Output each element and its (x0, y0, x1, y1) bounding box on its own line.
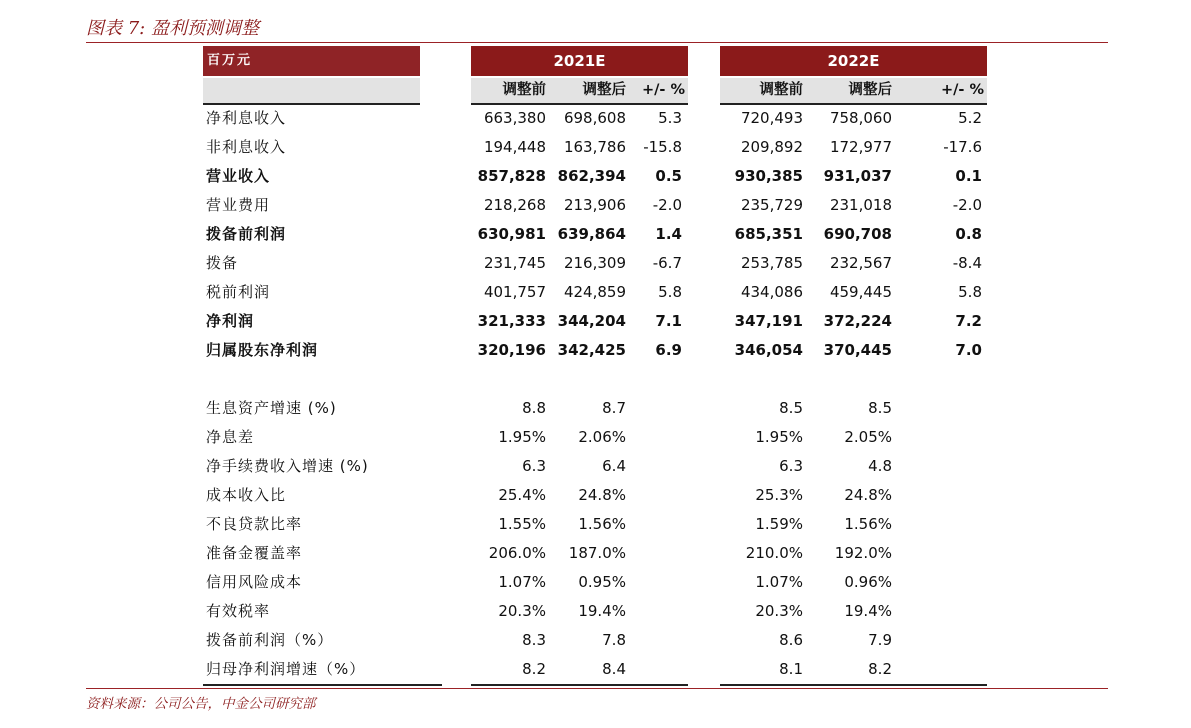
cell-after-2022: 4.8 (868, 457, 892, 475)
cell-before-2022: 1.59% (755, 515, 803, 533)
row-label: 非利息收入 (206, 138, 287, 156)
cell-before-2022: 434,086 (740, 283, 803, 301)
cell-before-2022: 6.3 (779, 457, 803, 475)
cell-before-2022: 1.95% (755, 428, 803, 446)
cell-before-2022: 20.3% (755, 602, 803, 620)
cell-after-2021: 1.56% (578, 515, 626, 533)
cell-after-2022: 24.8% (844, 486, 892, 504)
table-row (0, 539, 1191, 568)
cell-after-2022: 8.5 (868, 399, 892, 417)
cell-after-2022: 758,060 (829, 109, 892, 127)
row-label: 营业收入 (206, 167, 271, 185)
cell-change-2022: 0.8 (955, 225, 982, 243)
cell-before-2021: 663,380 (483, 109, 546, 127)
cell-before-2021: 218,268 (483, 196, 546, 214)
row-label: 生息资产增速 (%) (206, 399, 337, 417)
cell-change-2021: 1.4 (655, 225, 682, 243)
table-row (0, 278, 1191, 307)
row-label: 拨备 (206, 254, 239, 272)
cell-change-2022: -2.0 (952, 196, 982, 214)
subheader-blank (203, 78, 420, 103)
cell-after-2021: 8.4 (602, 660, 626, 678)
cell-before-2022: 8.1 (779, 660, 803, 678)
year-label-2022: 2022E (827, 52, 880, 70)
cell-before-2022: 8.5 (779, 399, 803, 417)
cell-after-2022: 232,567 (829, 254, 892, 272)
cell-change-2021: 7.1 (655, 312, 682, 330)
source-note: 资料来源：公司公告，中金公司研究部 (86, 696, 316, 712)
subheader-change-2021: +/- % (641, 82, 685, 98)
cell-change-2022: -8.4 (952, 254, 982, 272)
table-row (0, 626, 1191, 655)
cell-after-2022: 19.4% (844, 602, 892, 620)
cell-before-2022: 930,385 (734, 167, 803, 185)
cell-before-2021: 206.0% (488, 544, 546, 562)
cell-after-2022: 0.96% (844, 573, 892, 591)
cell-after-2022: 370,445 (823, 341, 892, 359)
cell-change-2021: 5.8 (658, 283, 682, 301)
table-row (0, 220, 1191, 249)
row-label: 净利润 (206, 312, 255, 330)
cell-change-2022: -17.6 (943, 138, 982, 156)
cell-change-2022: 0.1 (955, 167, 982, 185)
cell-change-2021: -6.7 (652, 254, 682, 272)
cell-after-2021: 7.8 (602, 631, 626, 649)
row-label: 营业费用 (206, 196, 271, 214)
table-row (0, 104, 1191, 133)
cell-change-2022: 7.0 (955, 341, 982, 359)
cell-before-2021: 1.55% (498, 515, 546, 533)
cell-before-2022: 8.6 (779, 631, 803, 649)
row-label: 归母净利润增速（%） (206, 660, 366, 678)
cell-before-2021: 231,745 (483, 254, 546, 272)
table-row (0, 162, 1191, 191)
cell-after-2022: 931,037 (823, 167, 892, 185)
cell-change-2021: -15.8 (643, 138, 682, 156)
row-label: 信用风险成本 (206, 573, 303, 591)
row-label: 税前利润 (206, 283, 271, 301)
cell-after-2021: 862,394 (557, 167, 626, 185)
row-label: 拨备前利润（%） (206, 631, 334, 649)
cell-change-2022: 5.8 (958, 283, 982, 301)
cell-after-2021: 163,786 (563, 138, 626, 156)
cell-after-2021: 2.06% (578, 428, 626, 446)
subheader-change-2022: +/- % (940, 82, 984, 98)
subheader-before-2022: 调整前 (759, 82, 803, 98)
cell-after-2022: 2.05% (844, 428, 892, 446)
cell-after-2022: 372,224 (823, 312, 892, 330)
cell-before-2021: 8.8 (522, 399, 546, 417)
table-row (0, 597, 1191, 626)
cell-before-2022: 347,191 (734, 312, 803, 330)
cell-after-2021: 213,906 (563, 196, 626, 214)
cell-before-2021: 1.07% (498, 573, 546, 591)
cell-before-2022: 235,729 (740, 196, 803, 214)
cell-before-2021: 1.95% (498, 428, 546, 446)
cell-change-2021: 5.3 (658, 109, 682, 127)
cell-change-2021: 0.5 (655, 167, 682, 185)
cell-after-2021: 0.95% (578, 573, 626, 591)
cell-after-2022: 8.2 (868, 660, 892, 678)
table-row (0, 655, 1191, 684)
table-row (0, 133, 1191, 162)
cell-after-2021: 698,608 (563, 109, 626, 127)
cell-after-2021: 216,309 (563, 254, 626, 272)
cell-before-2021: 25.4% (498, 486, 546, 504)
cell-after-2021: 342,425 (557, 341, 626, 359)
table-bottom-line (720, 684, 987, 686)
figure-title: 图表 7: 盈利预测调整 (86, 18, 259, 39)
cell-after-2022: 1.56% (844, 515, 892, 533)
table-row (0, 191, 1191, 220)
cell-before-2022: 210.0% (745, 544, 803, 562)
cell-before-2021: 20.3% (498, 602, 546, 620)
row-label: 净利息收入 (206, 109, 287, 127)
year-label-2021: 2021E (553, 52, 606, 70)
cell-before-2022: 25.3% (755, 486, 803, 504)
cell-change-2021: -2.0 (652, 196, 682, 214)
table-row (0, 336, 1191, 365)
table-row (0, 568, 1191, 597)
cell-before-2021: 401,757 (483, 283, 546, 301)
cell-after-2022: 231,018 (829, 196, 892, 214)
cell-change-2021: 6.9 (655, 341, 682, 359)
row-label: 净息差 (206, 428, 255, 446)
cell-before-2022: 346,054 (734, 341, 803, 359)
cell-change-2022: 7.2 (955, 312, 982, 330)
subheader-after-2021: 调整后 (582, 82, 626, 98)
table-row (0, 452, 1191, 481)
cell-before-2021: 8.3 (522, 631, 546, 649)
table-bottom-line (203, 684, 442, 686)
cell-before-2022: 685,351 (734, 225, 803, 243)
row-label: 准备金覆盖率 (206, 544, 303, 562)
table-row (0, 249, 1191, 278)
row-label: 不良贷款比率 (206, 515, 303, 533)
cell-after-2022: 690,708 (823, 225, 892, 243)
cell-after-2021: 19.4% (578, 602, 626, 620)
table-row (0, 307, 1191, 336)
cell-after-2021: 639,864 (557, 225, 626, 243)
table-bottom-line (471, 684, 688, 686)
subheader-before-2021: 调整前 (502, 82, 546, 98)
cell-after-2022: 459,445 (829, 283, 892, 301)
row-label: 净手续费收入增速 (%) (206, 457, 369, 475)
row-label: 有效税率 (206, 602, 271, 620)
table-row (0, 423, 1191, 452)
cell-before-2022: 253,785 (740, 254, 803, 272)
table-row (0, 481, 1191, 510)
cell-before-2021: 8.2 (522, 660, 546, 678)
row-label: 归属股东净利润 (206, 341, 319, 359)
table-row (0, 394, 1191, 423)
subheader-after-2022: 调整后 (848, 82, 892, 98)
top-rule (86, 42, 1108, 43)
cell-before-2021: 630,981 (477, 225, 546, 243)
unit-label: 百万元 (207, 53, 253, 68)
cell-before-2021: 857,828 (477, 167, 546, 185)
bottom-rule (86, 688, 1108, 689)
cell-before-2021: 320,196 (477, 341, 546, 359)
cell-after-2021: 24.8% (578, 486, 626, 504)
cell-change-2022: 5.2 (958, 109, 982, 127)
cell-before-2022: 1.07% (755, 573, 803, 591)
cell-before-2022: 720,493 (740, 109, 803, 127)
cell-after-2022: 7.9 (868, 631, 892, 649)
cell-after-2022: 192.0% (834, 544, 892, 562)
cell-after-2021: 344,204 (557, 312, 626, 330)
table-row (0, 510, 1191, 539)
cell-after-2021: 8.7 (602, 399, 626, 417)
cell-after-2021: 187.0% (568, 544, 626, 562)
cell-after-2021: 424,859 (563, 283, 626, 301)
cell-before-2022: 209,892 (740, 138, 803, 156)
cell-after-2021: 6.4 (602, 457, 626, 475)
cell-before-2021: 6.3 (522, 457, 546, 475)
cell-after-2022: 172,977 (829, 138, 892, 156)
row-label: 成本收入比 (206, 486, 287, 504)
cell-before-2021: 194,448 (483, 138, 546, 156)
cell-before-2021: 321,333 (477, 312, 546, 330)
row-label: 拨备前利润 (206, 225, 287, 243)
